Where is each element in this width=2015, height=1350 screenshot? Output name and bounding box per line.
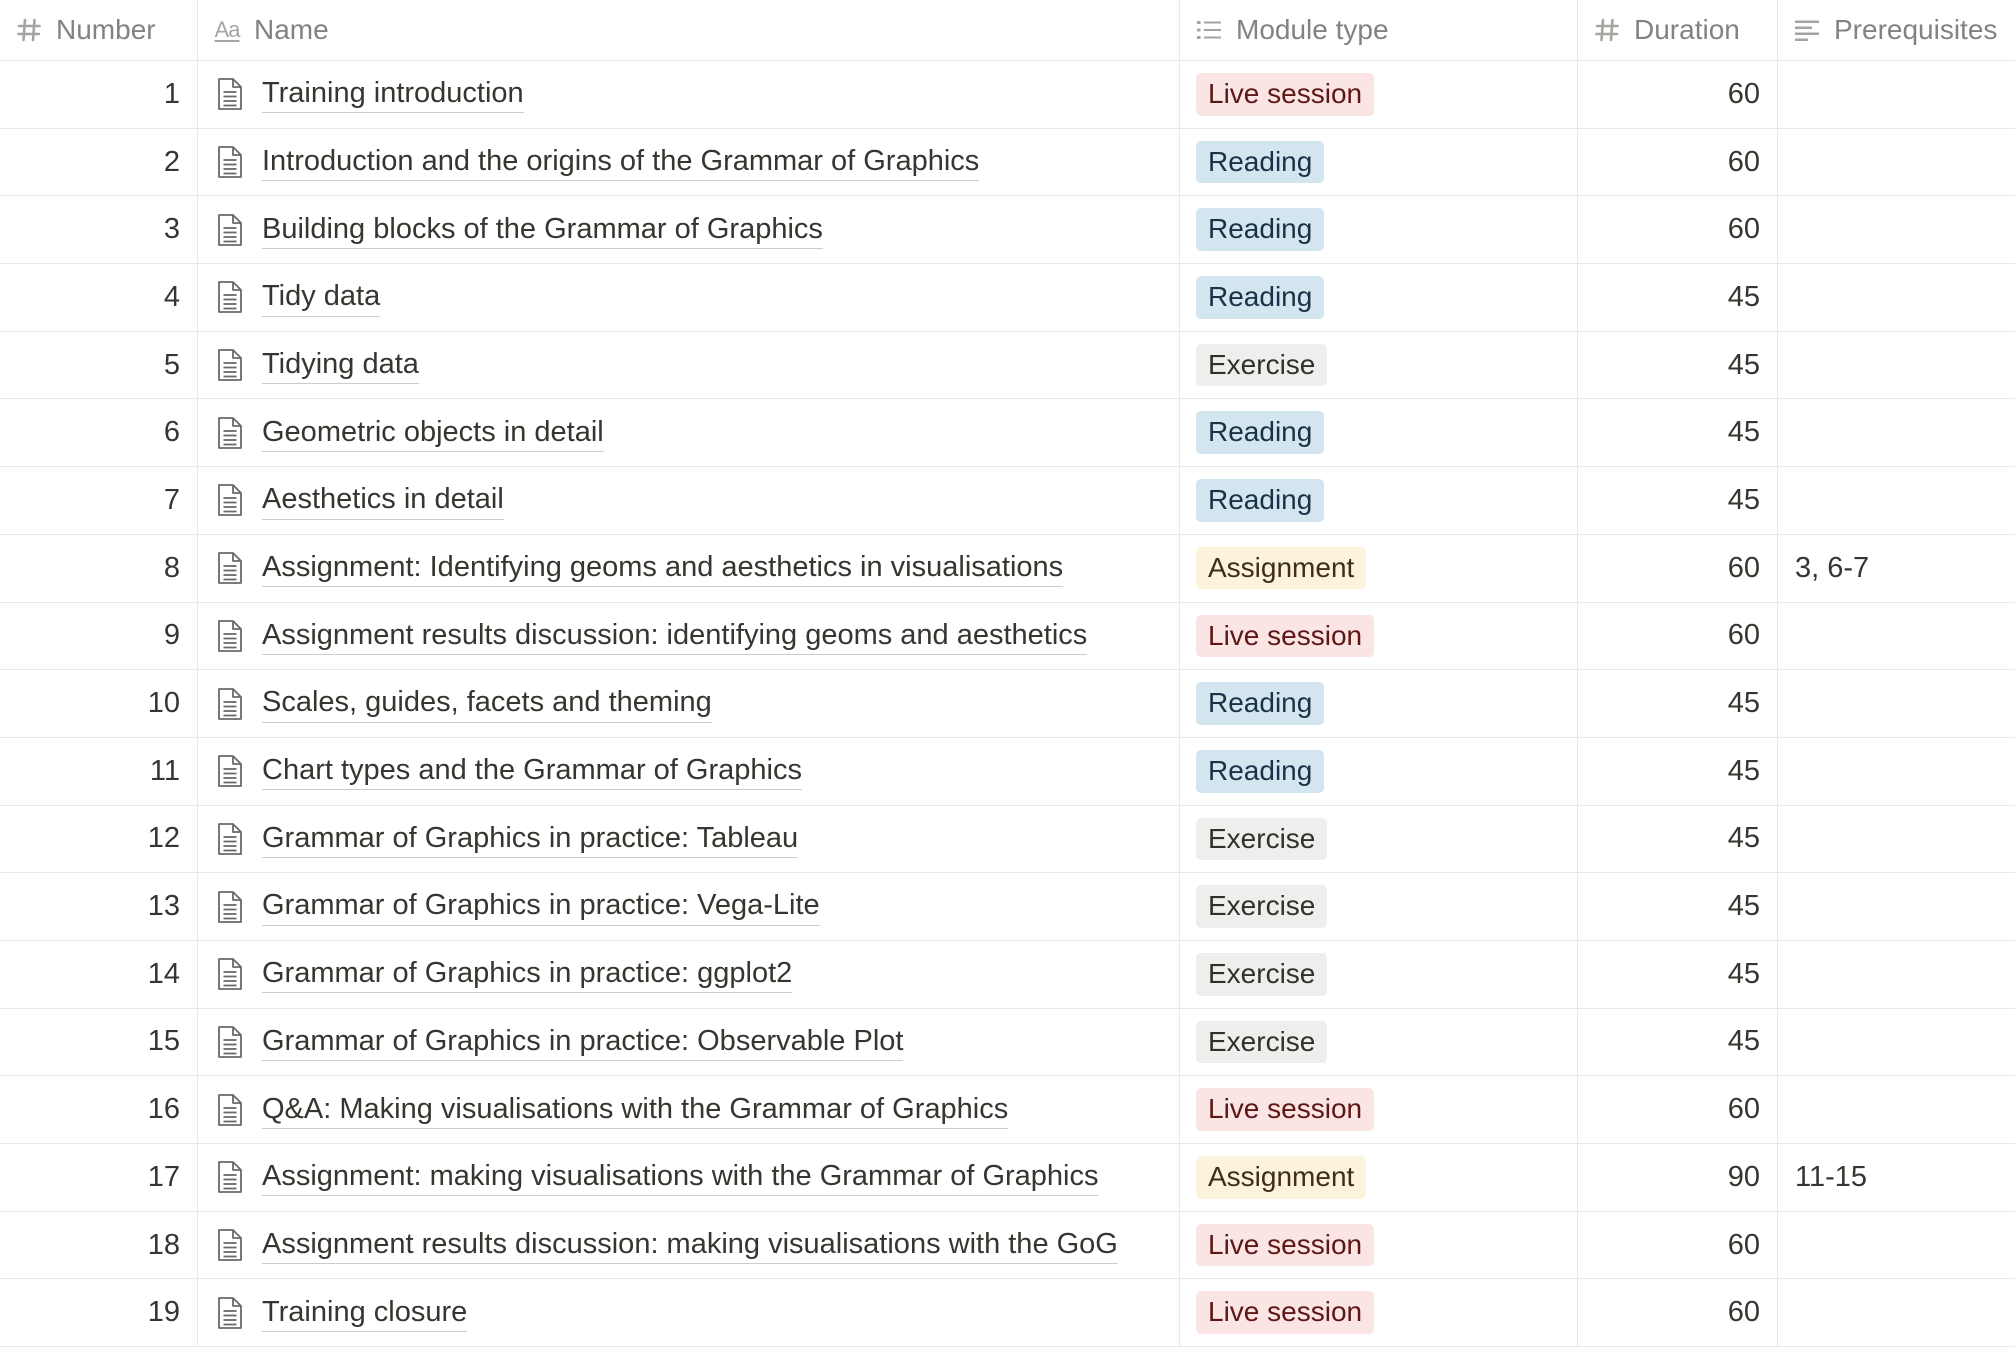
number-cell[interactable] bbox=[0, 738, 198, 805]
column-label: Duration bbox=[1634, 14, 1740, 45]
page-title-link[interactable]: Grammar of Graphics in practice: Observable Plot bbox=[262, 1023, 903, 1061]
table-row[interactable] bbox=[0, 1009, 2015, 1077]
number-cell[interactable] bbox=[0, 535, 198, 602]
column-header-duration[interactable] bbox=[1578, 0, 1778, 60]
name-cell[interactable] bbox=[198, 467, 1180, 534]
module-type-cell[interactable] bbox=[1180, 603, 1578, 670]
number-cell[interactable] bbox=[0, 1076, 198, 1143]
prerequisites-value: 11-15 bbox=[1795, 1160, 1868, 1193]
table-row[interactable] bbox=[0, 738, 2015, 806]
duration-value: 60 bbox=[1727, 213, 1760, 246]
prerequisites-cell[interactable] bbox=[1778, 806, 2015, 873]
module-type-tag: Reading bbox=[1196, 411, 1324, 454]
module-type-tag: Live session bbox=[1196, 615, 1374, 658]
duration-cell[interactable] bbox=[1578, 129, 1778, 196]
number-cell[interactable] bbox=[0, 61, 198, 128]
row-number: 4 bbox=[163, 280, 180, 313]
duration-value: 45 bbox=[1727, 957, 1760, 990]
page-icon bbox=[216, 890, 244, 924]
row-number: 5 bbox=[163, 348, 180, 381]
page-title-link[interactable]: Tidy data bbox=[262, 278, 380, 316]
table-row[interactable] bbox=[0, 467, 2015, 535]
module-type-cell[interactable] bbox=[1180, 1279, 1578, 1346]
page-title-link[interactable]: Tidying data bbox=[262, 346, 419, 384]
table-row[interactable] bbox=[0, 129, 2015, 197]
page-icon bbox=[216, 1093, 244, 1127]
module-type-cell[interactable] bbox=[1180, 332, 1578, 399]
aa-text-icon: Aa bbox=[214, 17, 240, 42]
module-type-tag: Live session bbox=[1196, 1088, 1374, 1131]
duration-cell[interactable] bbox=[1578, 332, 1778, 399]
duration-cell[interactable] bbox=[1578, 1144, 1778, 1211]
module-type-cell[interactable] bbox=[1180, 806, 1578, 873]
prerequisites-cell[interactable] bbox=[1778, 61, 2015, 128]
duration-cell[interactable] bbox=[1578, 61, 1778, 128]
module-type-tag: Reading bbox=[1196, 141, 1324, 184]
module-type-tag: Reading bbox=[1196, 208, 1324, 251]
module-type-tag: Reading bbox=[1196, 750, 1324, 793]
prerequisites-cell[interactable] bbox=[1778, 129, 2015, 196]
duration-value: 45 bbox=[1727, 348, 1760, 381]
prerequisites-cell[interactable] bbox=[1778, 332, 2015, 399]
hash-icon bbox=[14, 15, 44, 45]
number-cell[interactable] bbox=[0, 603, 198, 670]
page-icon bbox=[216, 348, 244, 382]
row-number: 1 bbox=[163, 77, 180, 110]
number-cell[interactable] bbox=[0, 1009, 198, 1076]
row-number: 13 bbox=[147, 890, 180, 923]
hash-icon bbox=[1592, 15, 1622, 45]
table-row[interactable] bbox=[0, 399, 2015, 467]
module-type-tag: Exercise bbox=[1196, 885, 1327, 928]
duration-cell[interactable] bbox=[1578, 1279, 1778, 1346]
name-cell[interactable] bbox=[198, 738, 1180, 805]
module-type-cell[interactable] bbox=[1180, 264, 1578, 331]
page-icon bbox=[216, 822, 244, 856]
name-cell[interactable] bbox=[198, 941, 1180, 1008]
table-row[interactable] bbox=[0, 1076, 2015, 1144]
page-title-link[interactable]: Grammar of Graphics in practice: Tableau bbox=[262, 820, 798, 858]
module-type-cell[interactable] bbox=[1180, 1009, 1578, 1076]
name-cell[interactable] bbox=[198, 1144, 1180, 1211]
duration-cell[interactable] bbox=[1578, 738, 1778, 805]
page-icon bbox=[216, 619, 244, 653]
prerequisites-cell[interactable] bbox=[1778, 603, 2015, 670]
prerequisites-cell[interactable] bbox=[1778, 264, 2015, 331]
table-row[interactable] bbox=[0, 535, 2015, 603]
module-type-cell[interactable] bbox=[1180, 535, 1578, 602]
page-title-link[interactable]: Geometric objects in detail bbox=[262, 414, 604, 452]
number-cell[interactable] bbox=[0, 670, 198, 737]
prerequisites-cell[interactable] bbox=[1778, 941, 2015, 1008]
prerequisites-cell[interactable] bbox=[1778, 1076, 2015, 1143]
module-type-cell[interactable] bbox=[1180, 941, 1578, 1008]
page-icon bbox=[216, 280, 244, 314]
page-icon bbox=[216, 1228, 244, 1262]
page-title-link[interactable]: Assignment: making visualisations with the Grammar of Graphics bbox=[262, 1158, 1098, 1196]
prerequisites-cell[interactable] bbox=[1778, 873, 2015, 940]
page-title-link[interactable]: Grammar of Graphics in practice: ggplot2 bbox=[262, 955, 792, 993]
number-cell[interactable] bbox=[0, 332, 198, 399]
module-type-tag: Live session bbox=[1196, 1224, 1374, 1267]
prerequisites-cell[interactable] bbox=[1778, 467, 2015, 534]
module-type-tag: Assignment bbox=[1196, 547, 1366, 590]
name-cell[interactable] bbox=[198, 129, 1180, 196]
number-cell[interactable] bbox=[0, 1144, 198, 1211]
page-icon bbox=[216, 483, 244, 517]
module-type-cell[interactable] bbox=[1180, 1144, 1578, 1211]
page-title-link[interactable]: Training closure bbox=[262, 1294, 467, 1332]
page-icon bbox=[216, 213, 244, 247]
prerequisites-cell[interactable] bbox=[1778, 399, 2015, 466]
number-cell[interactable] bbox=[0, 806, 198, 873]
prerequisites-cell[interactable] bbox=[1778, 1009, 2015, 1076]
table-row[interactable] bbox=[0, 941, 2015, 1009]
row-number: 18 bbox=[147, 1228, 180, 1261]
duration-value: 45 bbox=[1727, 280, 1760, 313]
module-type-cell[interactable] bbox=[1180, 670, 1578, 737]
page-icon bbox=[216, 754, 244, 788]
module-type-tag: Exercise bbox=[1196, 344, 1327, 387]
row-number: 12 bbox=[147, 822, 180, 855]
table-row[interactable] bbox=[0, 603, 2015, 671]
text-lines-icon bbox=[1792, 15, 1822, 45]
table-row[interactable] bbox=[0, 1212, 2015, 1280]
module-type-cell[interactable] bbox=[1180, 1076, 1578, 1143]
name-cell[interactable] bbox=[198, 264, 1180, 331]
module-type-tag: Assignment bbox=[1196, 1156, 1366, 1199]
page-icon bbox=[216, 1025, 244, 1059]
table-body bbox=[0, 61, 2015, 1347]
table-row[interactable] bbox=[0, 1279, 2015, 1347]
page-title-link[interactable]: Assignment results discussion: identifying geoms and aesthetics bbox=[262, 617, 1087, 655]
row-number: 3 bbox=[163, 213, 180, 246]
page-icon bbox=[216, 551, 244, 585]
column-label: Prerequisites bbox=[1834, 14, 1998, 45]
page-icon bbox=[216, 1160, 244, 1194]
row-number: 15 bbox=[147, 1025, 180, 1058]
duration-cell[interactable] bbox=[1578, 670, 1778, 737]
page-title-link[interactable]: Q&A: Making visualisations with the Grammar of Graphics bbox=[262, 1091, 1008, 1129]
module-type-cell[interactable] bbox=[1180, 1212, 1578, 1279]
name-cell[interactable] bbox=[198, 61, 1180, 128]
module-type-cell[interactable] bbox=[1180, 467, 1578, 534]
number-cell[interactable] bbox=[0, 941, 198, 1008]
name-cell[interactable] bbox=[198, 873, 1180, 940]
table-row[interactable] bbox=[0, 332, 2015, 400]
module-type-cell[interactable] bbox=[1180, 129, 1578, 196]
row-number: 11 bbox=[149, 754, 180, 787]
number-cell[interactable] bbox=[0, 399, 198, 466]
prerequisites-cell[interactable] bbox=[1778, 738, 2015, 805]
page-title-link[interactable]: Grammar of Graphics in practice: Vega-Lite bbox=[262, 887, 820, 925]
module-type-cell[interactable] bbox=[1180, 61, 1578, 128]
prerequisites-cell[interactable] bbox=[1778, 535, 2015, 602]
duration-cell[interactable] bbox=[1578, 467, 1778, 534]
name-cell[interactable] bbox=[198, 670, 1180, 737]
page-title-link[interactable]: Introduction and the origins of the Grammar of Graphics bbox=[262, 143, 979, 181]
duration-cell[interactable] bbox=[1578, 1212, 1778, 1279]
duration-value: 60 bbox=[1727, 551, 1760, 584]
name-cell[interactable] bbox=[198, 1212, 1180, 1279]
column-header-number[interactable] bbox=[0, 0, 198, 60]
page-title-link[interactable]: Aesthetics in detail bbox=[262, 481, 504, 519]
duration-value: 60 bbox=[1727, 1228, 1760, 1261]
list-icon bbox=[1194, 15, 1224, 45]
duration-value: 60 bbox=[1727, 619, 1760, 652]
row-number: 10 bbox=[147, 687, 180, 720]
duration-cell[interactable] bbox=[1578, 264, 1778, 331]
duration-value: 60 bbox=[1727, 1093, 1760, 1126]
duration-value: 45 bbox=[1727, 754, 1760, 787]
duration-cell[interactable] bbox=[1578, 1076, 1778, 1143]
name-cell[interactable] bbox=[198, 196, 1180, 263]
duration-value: 90 bbox=[1727, 1160, 1760, 1193]
prerequisites-cell[interactable] bbox=[1778, 1212, 2015, 1279]
module-type-tag: Reading bbox=[1196, 479, 1324, 522]
duration-cell[interactable] bbox=[1578, 399, 1778, 466]
column-label: Name bbox=[254, 14, 329, 45]
duration-value: 45 bbox=[1727, 1025, 1760, 1058]
duration-value: 45 bbox=[1727, 890, 1760, 923]
duration-cell[interactable] bbox=[1578, 806, 1778, 873]
number-cell[interactable] bbox=[0, 196, 198, 263]
module-type-tag: Exercise bbox=[1196, 818, 1327, 861]
table-row[interactable] bbox=[0, 873, 2015, 941]
duration-cell[interactable] bbox=[1578, 1009, 1778, 1076]
prerequisites-cell[interactable] bbox=[1778, 1279, 2015, 1346]
name-cell[interactable] bbox=[198, 535, 1180, 602]
page-icon bbox=[216, 687, 244, 721]
module-type-tag: Live session bbox=[1196, 1291, 1374, 1334]
duration-value: 45 bbox=[1727, 687, 1760, 720]
table-row[interactable] bbox=[0, 61, 2015, 129]
row-number: 9 bbox=[163, 619, 180, 652]
duration-cell[interactable] bbox=[1578, 535, 1778, 602]
page-icon bbox=[216, 957, 244, 991]
number-cell[interactable] bbox=[0, 264, 198, 331]
column-header-module-type[interactable] bbox=[1180, 0, 1578, 60]
number-cell[interactable] bbox=[0, 1279, 198, 1346]
row-number: 7 bbox=[163, 483, 180, 516]
prerequisites-value: 3, 6-7 bbox=[1795, 551, 1870, 584]
duration-value: 45 bbox=[1727, 483, 1760, 516]
module-type-tag: Reading bbox=[1196, 682, 1324, 725]
page-icon bbox=[216, 416, 244, 450]
module-type-tag: Exercise bbox=[1196, 953, 1327, 996]
row-number: 8 bbox=[163, 551, 180, 584]
table-row[interactable] bbox=[0, 806, 2015, 874]
page-icon bbox=[216, 77, 244, 111]
table-row[interactable] bbox=[0, 196, 2015, 264]
name-cell[interactable] bbox=[198, 332, 1180, 399]
prerequisites-cell[interactable] bbox=[1778, 196, 2015, 263]
number-cell[interactable] bbox=[0, 467, 198, 534]
duration-value: 60 bbox=[1727, 77, 1760, 110]
page-title-link[interactable]: Training introduction bbox=[262, 75, 524, 113]
row-number: 6 bbox=[163, 416, 180, 449]
column-label: Number bbox=[56, 14, 156, 45]
row-number: 16 bbox=[147, 1093, 180, 1126]
name-cell[interactable] bbox=[198, 603, 1180, 670]
page-title-link[interactable]: Assignment: Identifying geoms and aesthetics in visualisations bbox=[262, 549, 1063, 587]
module-type-cell[interactable] bbox=[1180, 873, 1578, 940]
page-icon bbox=[216, 145, 244, 179]
column-header-prerequisites[interactable] bbox=[1778, 0, 2015, 60]
number-cell[interactable] bbox=[0, 873, 198, 940]
row-number: 19 bbox=[147, 1296, 180, 1329]
page-title-link[interactable]: Building blocks of the Grammar of Graphics bbox=[262, 211, 823, 249]
duration-value: 45 bbox=[1727, 822, 1760, 855]
duration-cell[interactable] bbox=[1578, 941, 1778, 1008]
name-cell[interactable] bbox=[198, 1076, 1180, 1143]
number-cell[interactable] bbox=[0, 129, 198, 196]
name-cell[interactable] bbox=[198, 1009, 1180, 1076]
page-icon bbox=[216, 1296, 244, 1330]
page-title-link[interactable]: Scales, guides, facets and theming bbox=[262, 684, 712, 722]
table-row[interactable] bbox=[0, 264, 2015, 332]
duration-value: 60 bbox=[1727, 1296, 1760, 1329]
module-type-tag: Exercise bbox=[1196, 1021, 1327, 1064]
duration-cell[interactable] bbox=[1578, 603, 1778, 670]
duration-value: 45 bbox=[1727, 416, 1760, 449]
row-number: 17 bbox=[147, 1160, 180, 1193]
module-type-cell[interactable] bbox=[1180, 738, 1578, 805]
duration-value: 60 bbox=[1727, 145, 1760, 178]
page-title-link[interactable]: Assignment results discussion: making visualisations with the GoG bbox=[262, 1226, 1118, 1264]
prerequisites-cell[interactable] bbox=[1778, 1144, 2015, 1211]
page-title-link[interactable]: Chart types and the Grammar of Graphics bbox=[262, 752, 802, 790]
row-number: 2 bbox=[163, 145, 180, 178]
column-header-name[interactable] bbox=[198, 0, 1180, 60]
column-label: Module type bbox=[1236, 14, 1389, 45]
prerequisites-cell[interactable] bbox=[1778, 670, 2015, 737]
table-header bbox=[0, 0, 2015, 61]
module-type-tag: Live session bbox=[1196, 73, 1374, 116]
duration-cell[interactable] bbox=[1578, 873, 1778, 940]
name-cell[interactable] bbox=[198, 399, 1180, 466]
module-type-tag: Reading bbox=[1196, 276, 1324, 319]
module-type-cell[interactable] bbox=[1180, 399, 1578, 466]
row-number: 14 bbox=[147, 957, 180, 990]
duration-cell[interactable] bbox=[1578, 196, 1778, 263]
table-row[interactable] bbox=[0, 670, 2015, 738]
table-row[interactable] bbox=[0, 1144, 2015, 1212]
name-cell[interactable] bbox=[198, 1279, 1180, 1346]
module-type-cell[interactable] bbox=[1180, 196, 1578, 263]
number-cell[interactable] bbox=[0, 1212, 198, 1279]
name-cell[interactable] bbox=[198, 806, 1180, 873]
